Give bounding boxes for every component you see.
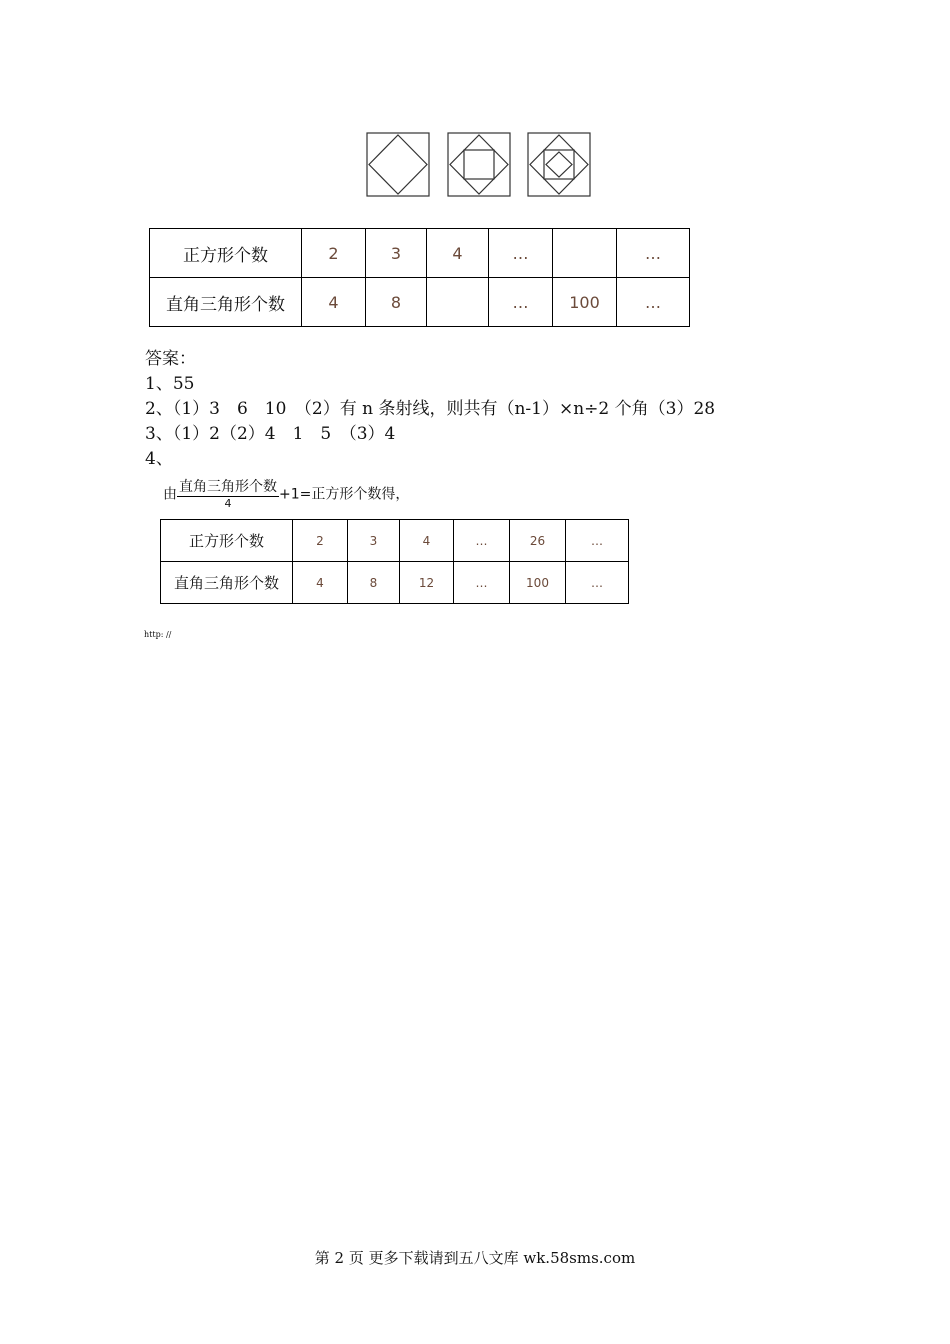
answer-table bbox=[160, 519, 629, 604]
table-cell: 4 bbox=[427, 229, 489, 278]
answer-line-1: 1、55 bbox=[145, 374, 195, 394]
table-cell bbox=[553, 229, 617, 278]
table-row bbox=[161, 562, 629, 604]
table-cell: … bbox=[617, 278, 690, 327]
answer-line-3: 3、（1）2（2）4 1 5 （3）4 bbox=[145, 424, 396, 444]
table-cell: … bbox=[489, 278, 553, 327]
table-cell: 2 bbox=[293, 520, 348, 562]
table-cell: 8 bbox=[366, 278, 427, 327]
table-row bbox=[150, 278, 690, 327]
table-cell: … bbox=[489, 229, 553, 278]
link-text: http: // bbox=[144, 630, 172, 639]
table-cell: 2 bbox=[302, 229, 366, 278]
row-label-triangles: 直角三角形个数 bbox=[150, 278, 302, 327]
formula-suffix: +1=正方形个数得， bbox=[279, 486, 410, 503]
answers-heading: 答案： bbox=[145, 349, 196, 369]
figure-3 bbox=[528, 133, 590, 196]
formula bbox=[163, 478, 409, 511]
table-cell: … bbox=[566, 562, 629, 604]
nested-squares-figures bbox=[365, 131, 593, 199]
page-footer: 第 2 页 更多下载请到五八文库 wk.58sms.com bbox=[314, 1249, 636, 1267]
figure-2 bbox=[448, 133, 510, 196]
table-cell: 4 bbox=[293, 562, 348, 604]
figure-1 bbox=[367, 133, 429, 196]
table-row bbox=[150, 229, 690, 278]
answer-line-2: 2、（1）3 6 10 （2）有 n 条射线，则共有（n-1）×n÷2 个角（3）28 bbox=[145, 399, 716, 419]
formula-numerator: 直角三角形个数 bbox=[179, 479, 277, 495]
table-cell: … bbox=[454, 562, 510, 604]
table-cell: 12 bbox=[400, 562, 454, 604]
table-row bbox=[161, 520, 629, 562]
table-cell: 100 bbox=[510, 562, 566, 604]
formula-fraction bbox=[177, 478, 279, 511]
table-cell bbox=[427, 278, 489, 327]
table-cell: 26 bbox=[510, 520, 566, 562]
table-cell: … bbox=[617, 229, 690, 278]
answer-line-4: 4、 bbox=[145, 449, 173, 469]
question-table bbox=[149, 228, 690, 327]
table-cell: 8 bbox=[348, 562, 400, 604]
formula-prefix: 由 bbox=[163, 486, 177, 503]
row-label-triangles: 直角三角形个数 bbox=[161, 562, 293, 604]
table-cell: 4 bbox=[302, 278, 366, 327]
table-cell: 4 bbox=[400, 520, 454, 562]
formula-denominator: 4 bbox=[224, 497, 232, 510]
table-cell: 3 bbox=[366, 229, 427, 278]
row-label-squares: 正方形个数 bbox=[150, 229, 302, 278]
table-cell: … bbox=[454, 520, 510, 562]
table-cell: 3 bbox=[348, 520, 400, 562]
row-label-squares: 正方形个数 bbox=[161, 520, 293, 562]
table-cell: 100 bbox=[553, 278, 617, 327]
table-cell: … bbox=[566, 520, 629, 562]
